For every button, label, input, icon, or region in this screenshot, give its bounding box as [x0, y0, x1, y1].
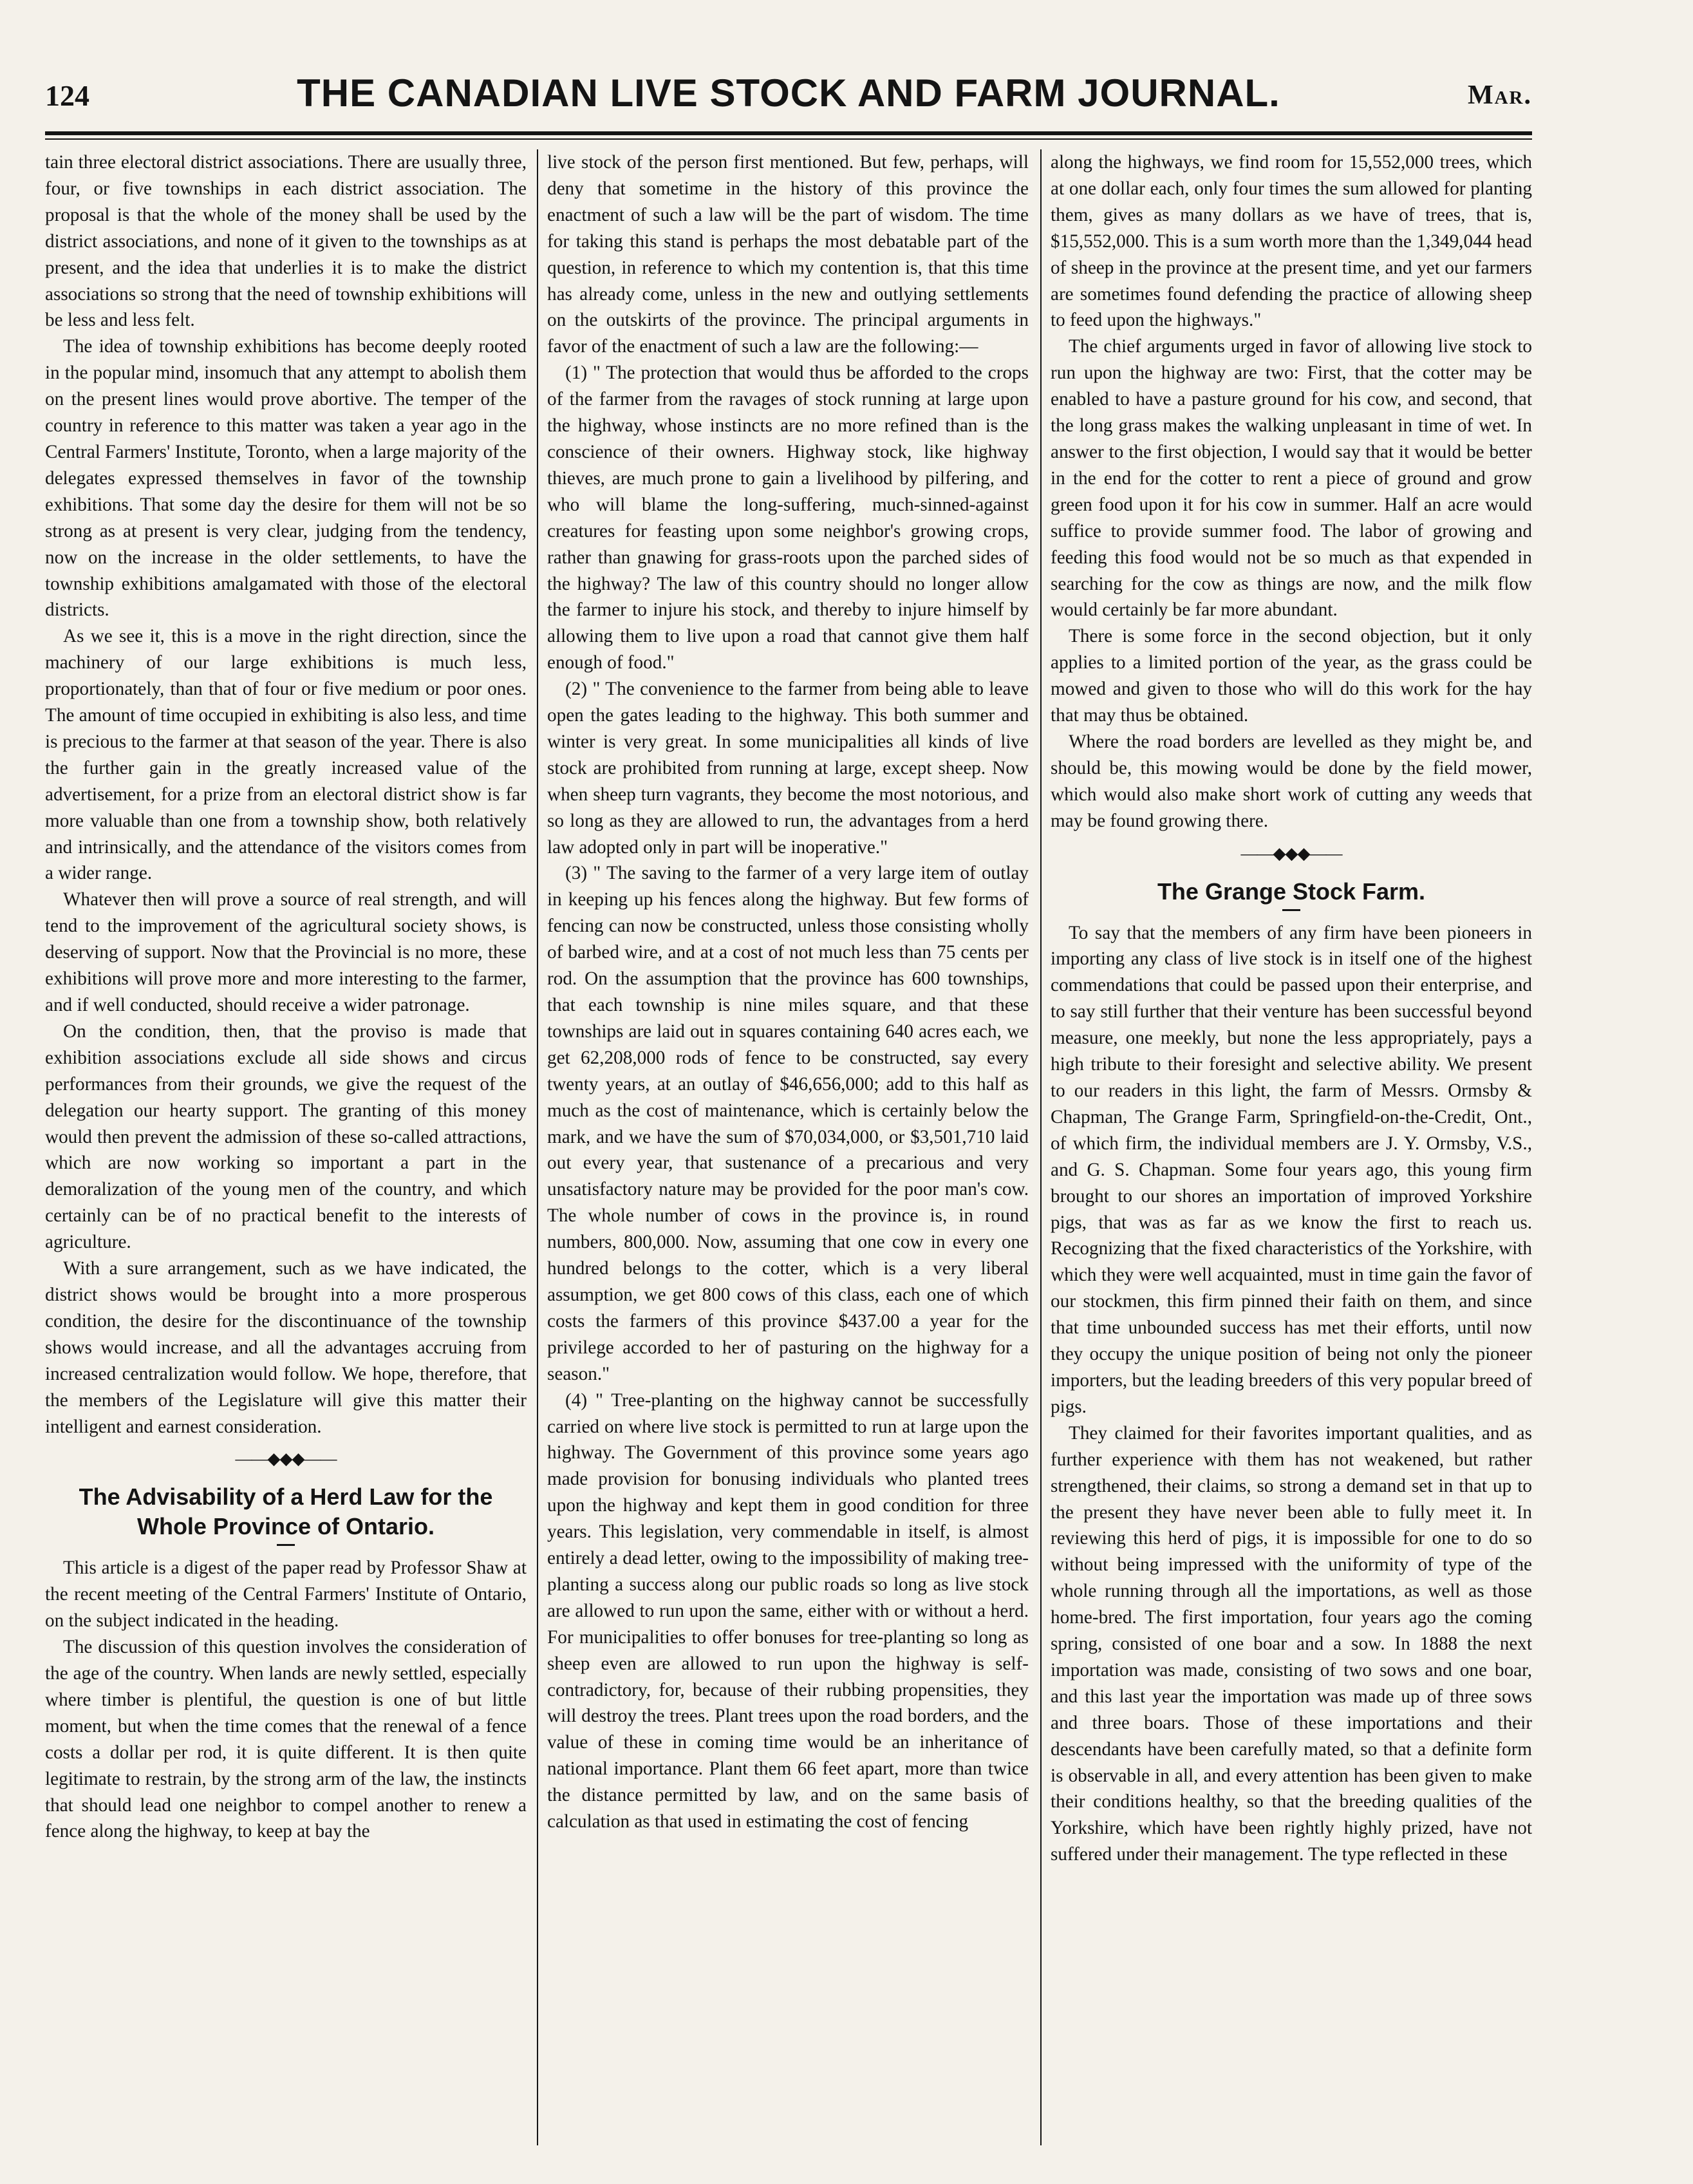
heading-underline: [277, 1544, 295, 1546]
page-number: 124: [45, 79, 89, 112]
paragraph: (3) " The saving to the farmer of a very large item of outlay in keeping up his fences along the highway. But few forms of fencing can now be constructed, unless those consisting wholly of barbed wire, and at a cost of not much less than 75 cents per rod. On the assumption that the province has 600 townships, that each township is nine miles square, and that these townships are laid out in squares containing 640 acres each, we get 62,208,000 rods of fence to be constructed, say every twenty years, at an outlay of $46,656,000; add to this half as much as the cost of maintenance, which is certainly below the mark, and we have the sum of $70,034,000, or $3,501,710 laid out every year, that sustenance of a precarious and very unsatisfactory nature may be provided for the poor man's cow. The whole number of cows in the province is, in round numbers, 800,000. Now, assuming that one cow in every one hundred belongs to the cotter, which is a very liberal assumption, we get 800 cows of this class, each one of which costs the farmers of this province $437.00 a year for the privilege accorded to her of pasturing on the highway for a season.": [547, 863, 1029, 1384]
paragraph: live stock of the person first mentioned. But few, perhaps, will deny that sometime in the history of this province the enactment of such a law will be the part of wisdom. The time for taking this stand is perhaps the most debatable part of the question, in reference to which my contention is, that this time has already come, unless in the new and outlying settlements on the outskirts of the province. The principal arguments in favor of the enactment of such a law are the following:—: [547, 152, 1029, 357]
header-rule-thin: [45, 138, 1532, 140]
issue-month: Mar.: [1467, 80, 1532, 110]
column-divider: [1040, 149, 1042, 2145]
paragraph: (1) " The protection that would thus be afforded to the crops of the farmer from the ravages of stock running at large upon the highway, whose instincts are no more refined than is the conscience of their owners. Highway stock, like highway thieves, are much prone to gain a livelihood by pilfering, and who will blame the long-suffering, much-sinned-against creatures for feasting upon some neighbor's growing crops, rather than gnawing for grass-roots upon the parched sides of the highway? The law of this country should no longer allow the farmer to injure his stock, and thereby to injure himself by allowing them to live upon a road that cannot give them half enough of food.": [547, 362, 1029, 673]
paragraph: (4) " Tree-planting on the highway cannot be successfully carried on where live stock is permitted to run at large upon the highway. The Government of this province some years ago made provision for bonusing individuals who planted trees upon the highway and kept them in good condition for three years. This legislation, very commendable in itself, is almost entirely a dead letter, owing to the impossibility of making tree-planting a success along our public roads so long as live stock are allowed to run upon the same, either with or without a herd. For municipalities to offer bonuses for tree-planting so long as sheep even are allowed to run upon the highway is self-contradictory, for, because of their rubbing propensities, they will destroy the trees. Plant trees upon the road borders, and the value of these in coming time would be an inheritance of national importance. Plant them 66 feet apart, more than twice the distance permitted by law, and on the same basis of calculation as that used in estimating the cost of fencing: [547, 1389, 1029, 1832]
paragraph: Whatever then will prove a source of real strength, and will tend to the improvement of the agricultural society shows, is deserving of support. Now that the Provincial is no more, these exhibitions will prove more and more interesting to the farmer, and if well conducted, should receive a wider patronage.: [45, 889, 527, 1015]
column-divider: [537, 149, 538, 2145]
page-header: [45, 71, 1532, 129]
article-heading-herd-law: The Advisability of a Herd Law for the Whole Province of Ontario.: [79, 1483, 493, 1540]
paragraph: The discussion of this question involves the consideration of the age of the country. When lands are newly settled, especially where timber is plentiful, the question is one of but little moment, but when the time comes that the renewal of a fence costs a dollar per rod, it is quite different. It is then quite legitimate to restrain, by the strong arm of the law, the instincts that should lead one neighbor to compel another to renew a fence along the highway, to keep at bay the: [45, 1637, 527, 1842]
heading-underline: [1282, 909, 1300, 911]
section-separator: ——◆◆◆——: [1240, 843, 1342, 863]
paragraph: along the highways, we find room for 15,552,000 trees, which at one dollar each, only four times the sum allowed for planting them, gives as many dollars as we have of trees, that is, $15,552,000. This is a sum worth more than the 1,349,044 head of sheep in the province at the present time, and yet our farmers are sometimes found defending the practice of allowing sheep to feed upon the highways.": [1051, 152, 1532, 331]
paragraph: With a sure arrangement, such as we have indicated, the district shows would be brought into a more prosperous condition, the desire for the discontinuance of the township shows would increase, and all the advantages accruing from increased centralization would follow. We hope, therefore, that the members of the Legislature will give this matter their intelligent and earnest consideration.: [45, 1258, 527, 1437]
header-rule-thick: [45, 131, 1532, 135]
paragraph: Where the road borders are levelled as they might be, and should be, this mowing would be done by the field mower, which would also make short work of cutting any weeds that may be found growing there.: [1051, 731, 1532, 831]
paragraph: tain three electoral district associations. There are usually three, four, or five townships in each district association. The proposal is that the whole of the money shall be used by the district associations, and none of it given to the townships as at present, and the idea that underlies it is to make the district associations so strong that the need of township exhibitions will be less and less felt.: [45, 152, 527, 331]
paragraph: As we see it, this is a move in the right direction, since the machinery of our large exhibitions is much less, proportionately, than that of four or five medium or poor ones. The amount of time occupied in exhibiting is also less, and time is precious to the farmer at that season of the year. There is also the further gain in the greatly increased value of the advertisement, for a prize from an electoral district show is far more valuable than one from a township show, both relatively and intrinsically, and the attendance of the visitors comes from a wider range.: [45, 626, 527, 884]
journal-title: THE CANADIAN LIVE STOCK AND FARM JOURNAL.: [297, 71, 1280, 115]
paragraph: (2) " The convenience to the farmer from being able to leave open the gates leading to the highway. This both summer and winter is very great. In some municipalities all kinds of live stock are prohibited from running at large, except sheep. Now when sheep turn vagrants, they become the most notorious, and so long as they are allowed to run, the advantages from a herd law adopted only in part will be inoperative.": [547, 679, 1029, 858]
paragraph: There is some force in the second objection, but it only applies to a limited portion of the year, as the grass could be mowed and given to those who will do this work for the hay that may thus be obtained.: [1051, 626, 1532, 726]
paragraph: The chief arguments urged in favor of allowing live stock to run upon the highway are two: First, that the cotter may be enabled to have a pasture ground for his cow, and second, that the long grass makes the walking unpleasant in time of wet. In answer to the first objection, I would say that it would be better in the end for the cotter to rent a piece of ground and grow green food upon it for his cow in summer. Half an acre would suffice to provide summer food. The labor of growing and feeding this food would not be so much as that expended in searching for the cow as things are now, and the milk flow would certainly be far more abundant.: [1051, 336, 1532, 621]
article-heading-grange-farm: The Grange Stock Farm.: [1157, 878, 1426, 905]
column-1: [45, 149, 527, 2145]
paragraph: On the condition, then, that the proviso is made that exhibition associations exclude all side shows and circus performances from their grounds, we give the request of the delegation our hearty support. The granting of this money would then prevent the admission of these so-called attractions, which are now working so important a part in the demoralization of the young men of the country, and which certainly can be of no practical benefit to the interests of agriculture.: [45, 1021, 527, 1253]
section-separator: ——◆◆◆——: [235, 1449, 337, 1469]
column-3: [1051, 149, 1532, 2145]
paragraph: They claimed for their favorites important qualities, and as further experience with them has not weakened, but rather strengthened, their claims, so strong a demand set in that up to the present they have never been able to fully meet it. In reviewing this herd of pigs, it is impossible for one to do so without being impressed with the uniformity of type of the whole running through all the importations, as well as those home-bred. The first importation, four years ago the coming spring, consisted of one boar and a sow. In 1888 the next importation was made, consisting of two sows and one boar, and this last year the importation was made up of three sows and three boars. Those of these importations and their descendants have been carefully mated, so that a definite form is observable in all, and every attention has been given to make their conditions healthy, so that the breeding qualities of the Yorkshire, which have been rightly highly prized, have not suffered under their management. The type reflected in these: [1051, 1422, 1532, 1865]
paragraph: The idea of township exhibitions has become deeply rooted in the popular mind, insomuch that any attempt to abolish them on the present lines would prove abortive. The temper of the country in reference to this matter was taken a year ago in the Central Farmers' Institute, Toronto, when a large majority of the delegates expressed themselves in favor of the township exhibitions. That some day the desire for them will not be so strong as at present is very clear, judging from the tendency, now on the increase in the older settlements, to have the township exhibitions amalgamated with those of the electoral districts.: [45, 336, 527, 621]
column-2: [547, 149, 1029, 2145]
paragraph: To say that the members of any firm have been pioneers in importing any class of live stock is in itself one of the highest commendations that could be passed upon their enterprise, and to say still further that their venture has been successful beyond measure, one meekly, but none the less appropriately, pays a high tribute to their foresight and selective ability. We present to our readers in this light, the farm of Messrs. Ormsby & Chapman, The Grange Farm, Springfield-on-the-Credit, Ont., of which firm, the individual members are J. Y. Ormsby, V.S., and G. S. Chapman. Some four years ago, this young firm brought to our shores an importation of improved Yorkshire pigs, that was as far as we know the first to reach us. Recognizing that the fixed characteristics of the Yorkshire, with which they were well acquainted, must in time gain the favor of our stockmen, this firm pinned their faith on them, and since that time unbounded success has met their efforts, until now they occupy the unique position of being not only the pioneer importers, but the leading breeders of this very popular breed of pigs.: [1051, 922, 1532, 1417]
paragraph: This article is a digest of the paper read by Professor Shaw at the recent meeting of the Central Farmers' Institute of Ontario, on the subject indicated in the heading.: [45, 1558, 527, 1632]
